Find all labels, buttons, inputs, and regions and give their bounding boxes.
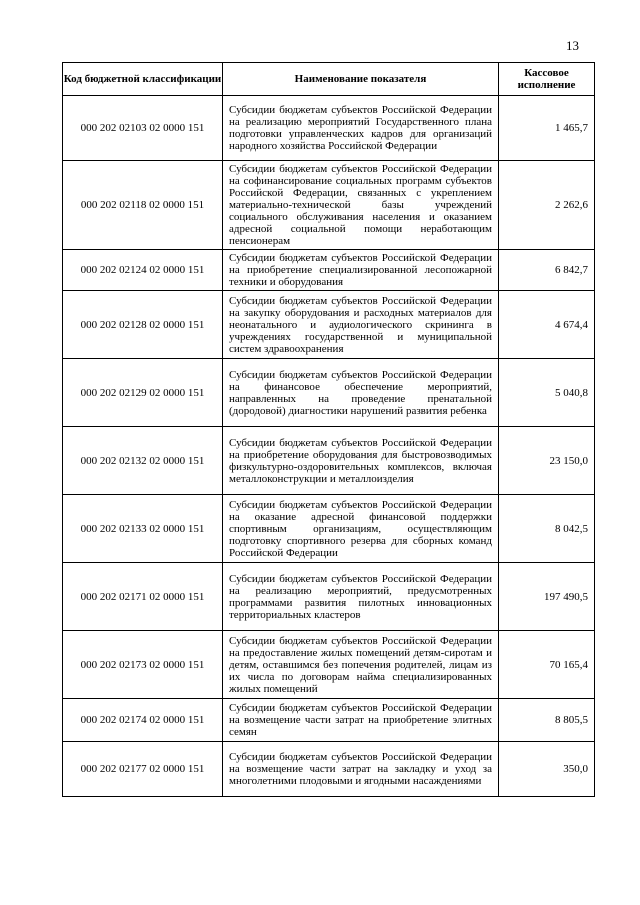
row-amount: 6 842,7 <box>499 250 595 291</box>
row-amount: 4 674,4 <box>499 291 595 359</box>
table-row <box>63 291 595 359</box>
row-amount: 5 040,8 <box>499 359 595 427</box>
row-name: Субсидии бюджетам субъектов Российской Федерации на возмещение части затрат на приобретение элитных семян <box>223 699 499 742</box>
table-row <box>63 699 595 742</box>
row-code: 000 202 02132 02 0000 151 <box>63 427 223 495</box>
row-code: 000 202 02118 02 0000 151 <box>63 161 223 250</box>
row-name: Субсидии бюджетам субъектов Российской Федерации на приобретение специализированной лесопожарной техники и оборудования <box>223 250 499 291</box>
table-row <box>63 96 595 161</box>
row-name: Субсидии бюджетам субъектов Российской Федерации на софинансирование социальных программ субъектов Российской Федерации, связанных с укреплением материально-технической базы учреждений социального обслуживания населения и оказанием адресной социальной помощи неработающим пенсионерам <box>223 161 499 250</box>
row-code: 000 202 02177 02 0000 151 <box>63 742 223 797</box>
row-name: Субсидии бюджетам субъектов Российской Федерации на оказание адресной финансовой поддержки спортивным организациям, осуществляющим подготовку спортивного резерва для сборных команд Российской Федерации <box>223 495 499 563</box>
header-name: Наименование показателя <box>223 63 499 96</box>
header-amount: Кассовое исполнение <box>499 63 595 96</box>
row-name: Субсидии бюджетам субъектов Российской Федерации на возмещение части затрат на закладку и уход за многолетними плодовыми и ягодными насаждениями <box>223 742 499 797</box>
table-row <box>63 495 595 563</box>
row-amount: 70 165,4 <box>499 631 595 699</box>
table-row <box>63 563 595 631</box>
budget-table <box>62 62 595 797</box>
row-code: 000 202 02129 02 0000 151 <box>63 359 223 427</box>
row-amount: 8 042,5 <box>499 495 595 563</box>
row-amount: 1 465,7 <box>499 96 595 161</box>
table-row <box>63 250 595 291</box>
row-code: 000 202 02173 02 0000 151 <box>63 631 223 699</box>
row-name: Субсидии бюджетам субъектов Российской Федерации на реализацию мероприятий Государственного плана подготовки управленческих кадров для организаций народного хозяйства Российской Федерации <box>223 96 499 161</box>
row-name: Субсидии бюджетам субъектов Российской Федерации на закупку оборудования и расходных материалов для неонатального и аудиологического скрининга в учреждениях государственной и муниципальной систем здравоохранения <box>223 291 499 359</box>
table-row <box>63 742 595 797</box>
row-amount: 197 490,5 <box>499 563 595 631</box>
table-row <box>63 631 595 699</box>
row-name: Субсидии бюджетам субъектов Российской Федерации на реализацию мероприятий, предусмотренных программами развития пилотных инновационных территориальных кластеров <box>223 563 499 631</box>
row-code: 000 202 02174 02 0000 151 <box>63 699 223 742</box>
row-amount: 8 805,5 <box>499 699 595 742</box>
row-name: Субсидии бюджетам субъектов Российской Федерации на финансовое обеспечение мероприятий, направленных на проведение пренатальной (дородовой) диагностики нарушений развития ребенка <box>223 359 499 427</box>
row-code: 000 202 02133 02 0000 151 <box>63 495 223 563</box>
row-code: 000 202 02124 02 0000 151 <box>63 250 223 291</box>
row-code: 000 202 02128 02 0000 151 <box>63 291 223 359</box>
row-code: 000 202 02103 02 0000 151 <box>63 96 223 161</box>
table-row <box>63 359 595 427</box>
page-number: 13 <box>566 38 579 53</box>
row-amount: 23 150,0 <box>499 427 595 495</box>
row-name: Субсидии бюджетам субъектов Российской Федерации на приобретение оборудования для быстровозводимых физкультурно-оздоровительных комплексов, включая металлоконструкции и металлоизделия <box>223 427 499 495</box>
table-header-row <box>63 63 595 96</box>
row-amount: 2 262,6 <box>499 161 595 250</box>
table-row <box>63 427 595 495</box>
row-amount: 350,0 <box>499 742 595 797</box>
header-code: Код бюджетной классификации <box>63 63 223 96</box>
table-row <box>63 161 595 250</box>
row-name: Субсидии бюджетам субъектов Российской Федерации на предоставление жилых помещений детям-сиротам и детям, оставшимся без попечения родителей, лицам из их числа по договорам найма специализированных жилых помещений <box>223 631 499 699</box>
row-code: 000 202 02171 02 0000 151 <box>63 563 223 631</box>
